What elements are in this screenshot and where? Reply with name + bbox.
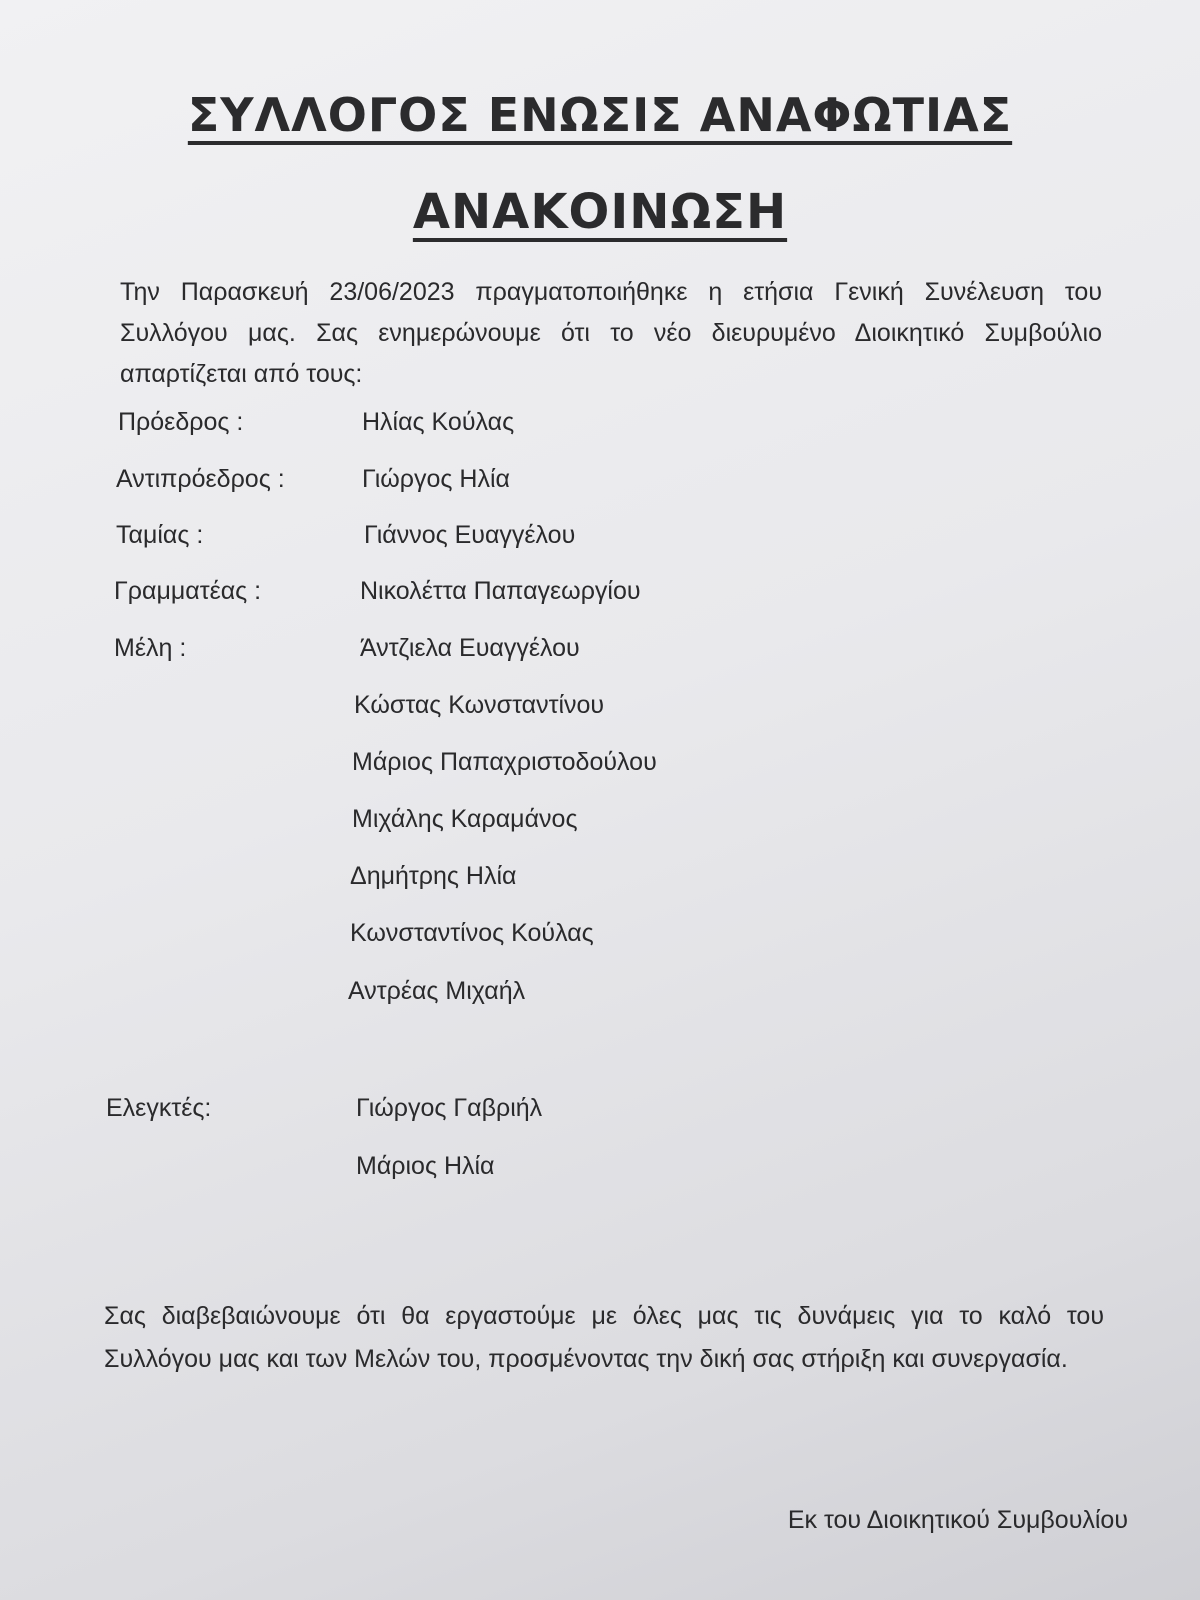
- president-name: Ηλίας Κούλας: [362, 408, 515, 436]
- member-name: Μάριος Παπαχριστοδούλου: [352, 748, 657, 776]
- member-name: Αντρέας Μιχαήλ: [348, 977, 526, 1005]
- auditors-label: Ελεγκτές:: [106, 1094, 212, 1122]
- secretary-label: Γραμματέας :: [114, 577, 262, 605]
- organization-title: [0, 88, 1200, 142]
- vice-president-name: Γιώργος Ηλία: [362, 465, 510, 493]
- signature-line: Εκ του Διοικητικού Συμβουλίου: [787, 1506, 1128, 1534]
- members-label: Μέλη :: [114, 634, 187, 662]
- vice-president-label: Αντιπρόεδρος :: [116, 465, 285, 493]
- auditor-name: Μάριος Ηλία: [356, 1152, 495, 1180]
- announcement-title-text: ΑΝΑΚΟΙΝΩΣΗ: [412, 184, 788, 240]
- announcement-title: [0, 184, 1200, 240]
- auditor-name: Γιώργος Γαβριήλ: [356, 1094, 543, 1122]
- organization-title-text: ΣΥΛΛΟΓΟΣ ΕΝΩΣΙΣ ΑΝΑΦΩΤΙΑΣ: [187, 88, 1013, 142]
- member-name: Κώστας Κωνσταντίνου: [354, 691, 605, 719]
- president-label: Πρόεδρος :: [118, 408, 244, 436]
- treasurer-label: Ταμίας :: [116, 521, 204, 549]
- secretary-name: Νικολέττα Παπαγεωργίου: [360, 577, 641, 605]
- intro-paragraph: Την Παρασκευή 23/06/2023 πραγματοποιήθηκε η ετήσια Γενική Συνέλευση του Συλλόγου μας. Σας ενημερώνουμε ότι το νέο διευρυμένο Διοικητικό Συμβούλιο απαρτίζεται από τους:: [120, 278, 1102, 388]
- member-name: Κωνσταντίνος Κούλας: [350, 919, 594, 947]
- member-name: Άντζιελα Ευαγγέλου: [360, 634, 580, 662]
- member-name: Μιχάλης Καραμάνος: [352, 805, 578, 833]
- treasurer-name: Γιάννος Ευαγγέλου: [364, 521, 576, 549]
- member-name: Δημήτρης Ηλία: [350, 862, 517, 890]
- closing-paragraph: Σας διαβεβαιώνουμε ότι θα εργαστούμε με όλες μας τις δυνάμεις για το καλό του Συλλόγου μας και των Μελών του, προσμένοντας την δική σας στήριξη και συνεργασία.: [104, 1302, 1104, 1373]
